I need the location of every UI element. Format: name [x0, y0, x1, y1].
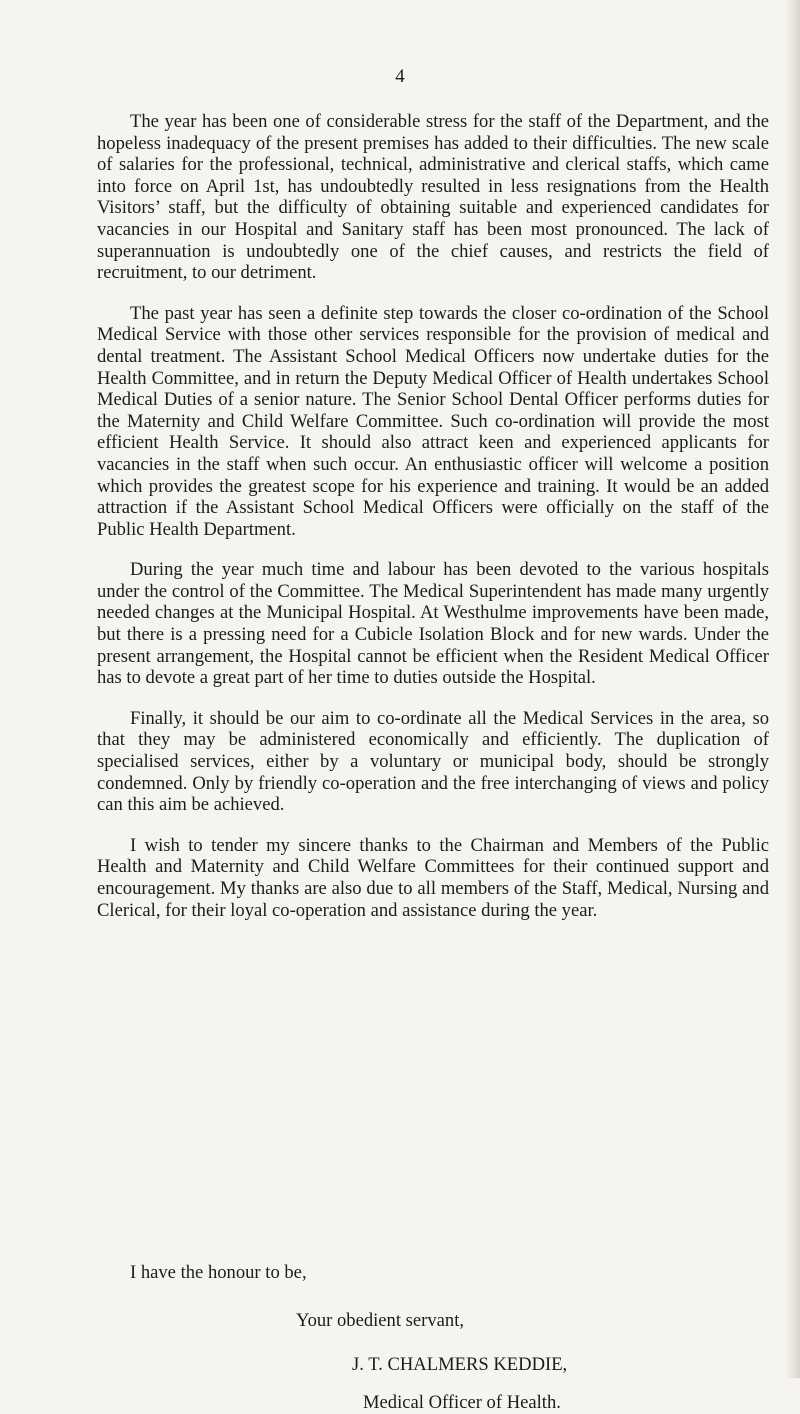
paragraph-coordination: The past year has seen a definite step towards the closer co-ordination of the School Medical Service with those other services responsible for the provision of medical and dental treatment. The Assistant School Medical Officers now undertake duties for the Health Committee, and in return the Deputy Medical Officer of Health undertakes School Medical Duties of a senior nature. The Senior School Dental Officer performs duties for the Maternity and Child Welfare Committee. Such co-ordination will provide the most efficient Health Service. It should also attract keen and experienced applicants for vacancies in the staff when such occur. An enthusiastic officer will welcome a position which provides the greatest scope for his experience and training. It would be an added attraction if the Assistant School Medical Officers were officially on the staff of the Public Health Department.: [97, 302, 769, 540]
signature-name: J. T. CHALMERS KEDDIE,: [352, 1354, 568, 1375]
page-number: 4: [395, 66, 405, 87]
complimentary-close: Your obedient servant,: [296, 1310, 465, 1331]
page-edge-shadow: [786, 0, 800, 1378]
closing-salutation: I have the honour to be,: [130, 1262, 307, 1283]
report-body: [97, 111, 769, 940]
paragraph-thanks: I wish to tender my sincere thanks to the Chairman and Members of the Public Health and Maternity and Child Welfare Committees for their continued support and encouragement. My thanks are also due to all members of the Staff, Medical, Nursing and Clerical, for their loyal co-operation and assistance during the year.: [97, 834, 769, 921]
signature-title: Medical Officer of Health.: [363, 1392, 561, 1413]
paragraph-finally: Finally, it should be our aim to co-ordinate all the Medical Services in the area, so that they may be administered economically and efficiently. The duplication of specialised services, either by a voluntary or municipal body, should be strongly condemned. Only by friendly co-operation and the free interchanging of views and policy can this aim be achieved.: [97, 707, 769, 816]
paragraph-hospitals: During the year much time and labour has been devoted to the various hospitals under the control of the Committee. The Medical Superintendent has made many urgently needed changes at the Municipal Hospital. At Westhulme improvements have been made, but there is a pressing need for a Cubicle Isolation Block and for new wards. Under the present arrangement, the Hospital cannot be efficient when the Resident Medical Officer has to devote a great part of her time to duties outside the Hospital.: [97, 559, 769, 689]
paragraph-staff-stress: The year has been one of considerable stress for the staff of the Department, and the hopeless inadequacy of the present premises has added to their difficulties. The new scale of salaries for the professional, technical, administrative and clerical staffs, which came into force on April 1st, has undoubtedly resulted in less resignations from the Health Visitors’ staff, but the difficulty of obtaining suitable and experienced candidates for vacancies in our Hospital and Sanitary staff has been most pronounced. The lack of superannuation is undoubtedly one of the chief causes, and restricts the field of recruitment, to our detriment.: [97, 111, 769, 284]
